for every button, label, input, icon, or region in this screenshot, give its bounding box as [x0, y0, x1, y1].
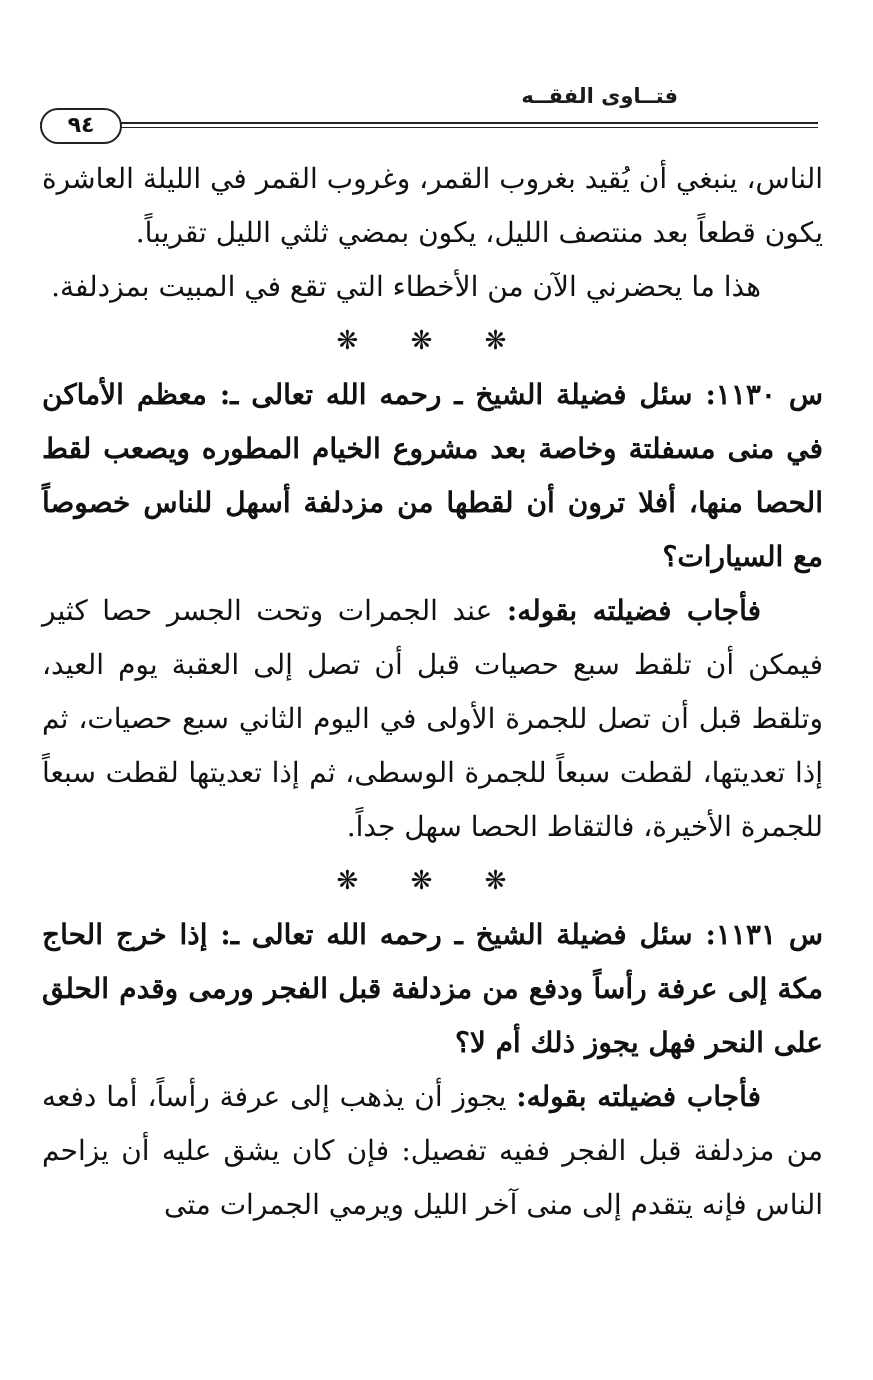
answer-text: عند الجمرات وتحت الجسر حصا كثير فيمكن أن تلقط سبع حصيات قبل أن تصل إلى العقبة يوم العيد، وتلقط قبل أن تصل للجمرة الأولى في اليوم الثاني سبع حصيات، ثم إذا تعديتها، لقطت سبعاً للجمرة الوسطى، ثم إذا تعديتها لقطت سبعاً للجمرة الأخيرة، فالتقاط الحصا سهل جداً.	[42, 594, 823, 843]
paragraph-continuation: الناس، ينبغي أن يُقيد بغروب القمر، وغروب القمر في الليلة العاشرة يكون قطعاً بعد منتصف الليل، يكون بمضي ثلثي الليل تقريباً.	[42, 162, 823, 249]
question-intro: سئل فضيلة الشيخ ـ رحمه الله تعالى ـ:	[219, 378, 693, 411]
question-text: معظم الأماكن في منى مسفلتة وخاصة بعد مشروع الخيام المطوره ويصعب لقط الحصا منها، أفلا ترون أن لقطها من مزدلفة أسهل للناس خصوصاً مع السيارات؟	[42, 378, 823, 573]
header-rule-thin	[40, 127, 818, 128]
question-1131	[42, 908, 823, 1070]
question-text: إذا خرج الحاج مكة إلى عرفة رأساً ودفع من مزدلفة قبل الفجر ورمى وقدم الحلق على النحر فهل يجوز ذلك أم لا؟	[42, 918, 823, 1059]
question-number: س ١١٣١:	[705, 918, 824, 951]
answer-1131	[42, 1070, 823, 1232]
question-intro: سئل فضيلة الشيخ ـ رحمه الله تعالى ـ:	[220, 918, 693, 951]
answer-1130	[42, 584, 823, 854]
answer-label: فأجاب فضيلته بقوله:	[506, 594, 762, 627]
page-header	[40, 80, 818, 142]
book-title: فتــاوى الفقــه	[521, 84, 678, 108]
section-separator: ❋ ❋ ❋	[336, 866, 529, 896]
header-rule	[40, 122, 818, 124]
question-number: س ١١٣٠:	[705, 378, 824, 411]
paragraph-closing: هذا ما يحضرني الآن من الأخطاء التي تقع في المبيت بمزدلفة.	[51, 270, 761, 303]
page-number-badge: ٩٤	[40, 108, 122, 144]
answer-label: فأجاب فضيلته بقوله:	[516, 1080, 761, 1113]
question-1130	[42, 368, 823, 584]
section-separator: ❋ ❋ ❋	[336, 326, 529, 356]
page-body	[42, 152, 823, 1232]
answer-text: يجوز أن يذهب إلى عرفة رأساً، أما دفعه من مزدلفة قبل الفجر ففيه تفصيل: فإن كان يشق عليه أن يزاحم الناس فإنه يتقدم إلى منى آخر الليل ويرمي الجمرات متى	[42, 1080, 823, 1221]
